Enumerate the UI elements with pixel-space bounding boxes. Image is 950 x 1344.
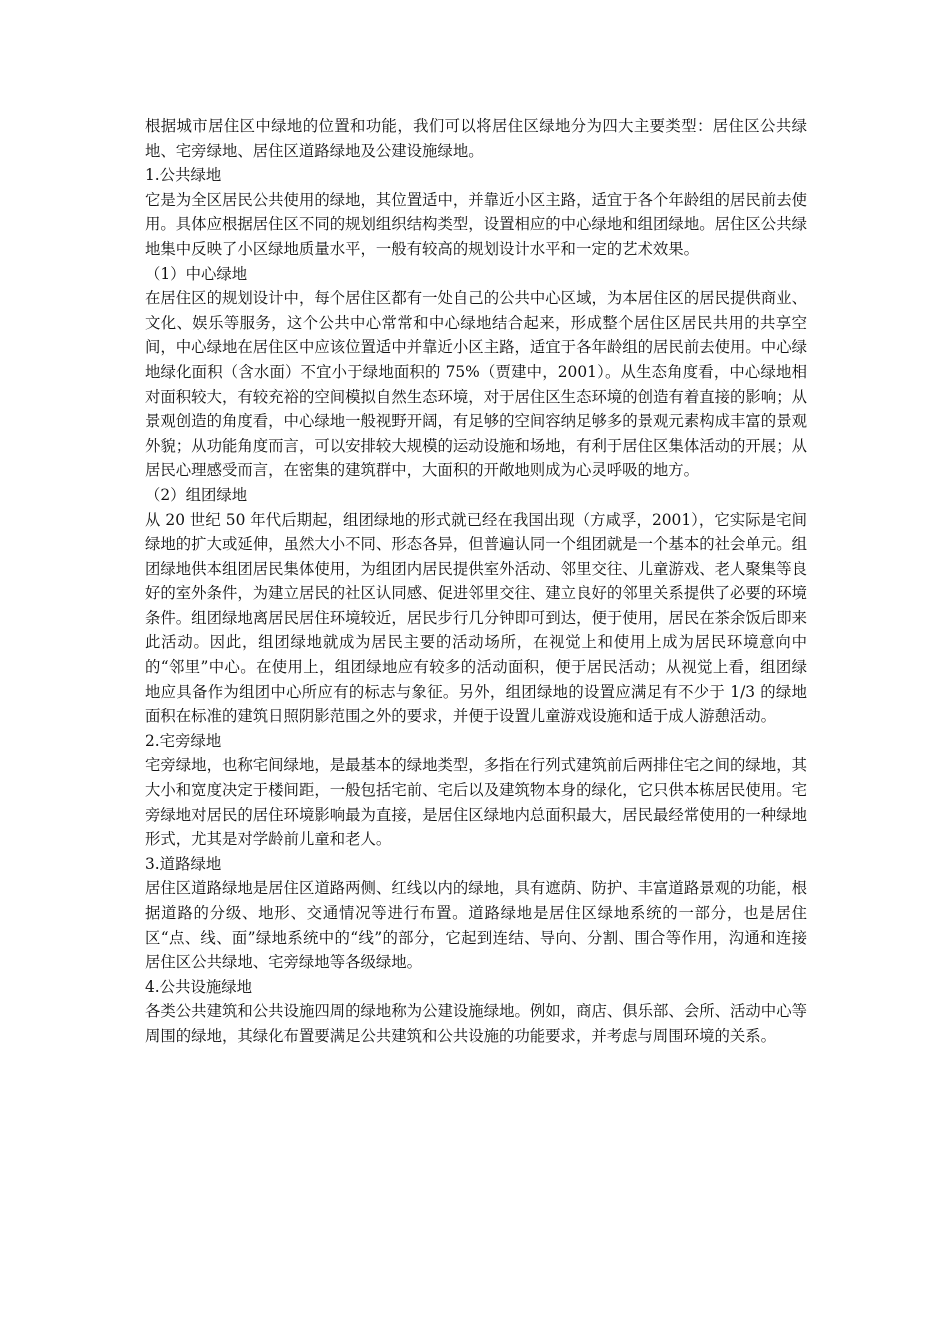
section-body-facility-green: 各类公共建筑和公共设施四周的绿地称为公建设施绿地。例如，商店、俱乐部、会所、活动中心等周围的绿地，其绿化布置要满足公共建筑和公共设施的功能要求，并考虑与周围环境的关系。	[145, 1002, 807, 1045]
section-body-public-green: 它是为全区居民公共使用的绿地，其位置适中，并靠近小区主路，适宜于各个年龄组的居民前去使用。具体应根据居住区不同的规划组织结构类型，设置相应的中心绿地和组团绿地。居住区公共绿地集中反映了小区绿地质量水平，一般有较高的规划设计水平和一定的艺术效果。	[145, 190, 807, 258]
section-heading-residential-side-green: 2.宅旁绿地	[145, 731, 222, 750]
subsection-body-cluster-green: 从 20 世纪 50 年代后期起，组团绿地的形式就已经在我国出现（方咸孚，2001），它实际是宅间绿地的扩大或延伸，虽然大小不同、形态各异，但普遍认同一个组团就是一个基本的社会单元。组团绿地供本组团居民集体使用，为组团内居民提供室外活动、邻里交往、儿童游戏、老人聚集等良好的室外条件，为建立居民的社区认同感、促进邻里交往、建立良好的邻里关系提供了必要的环境条件。组团绿地离居民居住环境较近，居民步行几分钟即可到达，便于使用，居民在茶余饭后即来此活动。因此，组团绿地就成为居民主要的活动场所，在视觉上和使用上成为居民环境意向中的“邻里”中心。在使用上，组团绿地应有较多的活动面积，便于居民活动；从视觉上看，组团绿地应具备作为组团中心所应有的标志与象征。另外，组团绿地的设置应满足有不少于 1/3 的绿地面积在标准的建筑日照阴影范围之外的要求，并便于设置儿童游戏设施和适于成人游憩活动。	[145, 510, 807, 726]
section-body-residential-side-green: 宅旁绿地，也称宅间绿地，是最基本的绿地类型，多指在行列式建筑前后两排住宅之间的绿地，其大小和宽度决定于楼间距，一般包括宅前、宅后以及建筑物本身的绿化，它只供本栋居民使用。宅旁绿地对居民的居住环境影响最为直接，是居住区绿地内总面积最大，居民最经常使用的一种绿地形式，尤其是对学龄前儿童和老人。	[145, 756, 807, 849]
document-page	[145, 114, 807, 1049]
subsection-body-central-green: 在居住区的规划设计中，每个居住区都有一处自己的公共中心区域，为本居住区的居民提供商业、文化、娱乐等服务，这个公共中心常常和中心绿地结合起来，形成整个居住区居民共用的共享空间，中心绿地在居住区中应该位置适中并靠近小区主路，适宜于各年龄组的居民前去使用。中心绿地绿化面积（含水面）不宜小于绿地面积的 75%（贾建中，2001）。从生态角度看，中心绿地相对面积较大，有较充裕的空间模拟自然生态环境，对于居住区生态环境的创造有着直接的影响；从景观创造的角度看，中心绿地一般视野开阔，有足够的空间容纳足够多的景观元素构成丰富的景观外貌；从功能角度而言，可以安排较大规模的运动设施和场地，有利于居住区集体活动的开展；从居民心理感受而言，在密集的建筑群中，大面积的开敞地则成为心灵呼吸的地方。	[145, 289, 807, 480]
subsection-heading-central-green: （1）中心绿地	[145, 264, 248, 283]
intro-paragraph: 根据城市居住区中绿地的位置和功能，我们可以将居住区绿地分为四大主要类型：居住区公共绿地、宅旁绿地、居住区道路绿地及公建设施绿地。	[145, 117, 807, 160]
section-heading-public-green: 1.公共绿地	[145, 166, 222, 185]
section-body-road-green: 居住区道路绿地是居住区道路两侧、红线以内的绿地，具有遮荫、防护、丰富道路景观的功能，根据道路的分级、地形、交通情况等进行布置。道路绿地是居住区绿地系统的一部分，也是居住区“点、线、面”绿地系统中的“线”的部分，它起到连结、导向、分割、围合等作用，沟通和连接居住区公共绿地、宅旁绿地等各级绿地。	[145, 879, 807, 972]
subsection-heading-cluster-green: （2）组团绿地	[145, 485, 248, 504]
section-heading-facility-green: 4.公共设施绿地	[145, 977, 253, 996]
section-heading-road-green: 3.道路绿地	[145, 854, 222, 873]
